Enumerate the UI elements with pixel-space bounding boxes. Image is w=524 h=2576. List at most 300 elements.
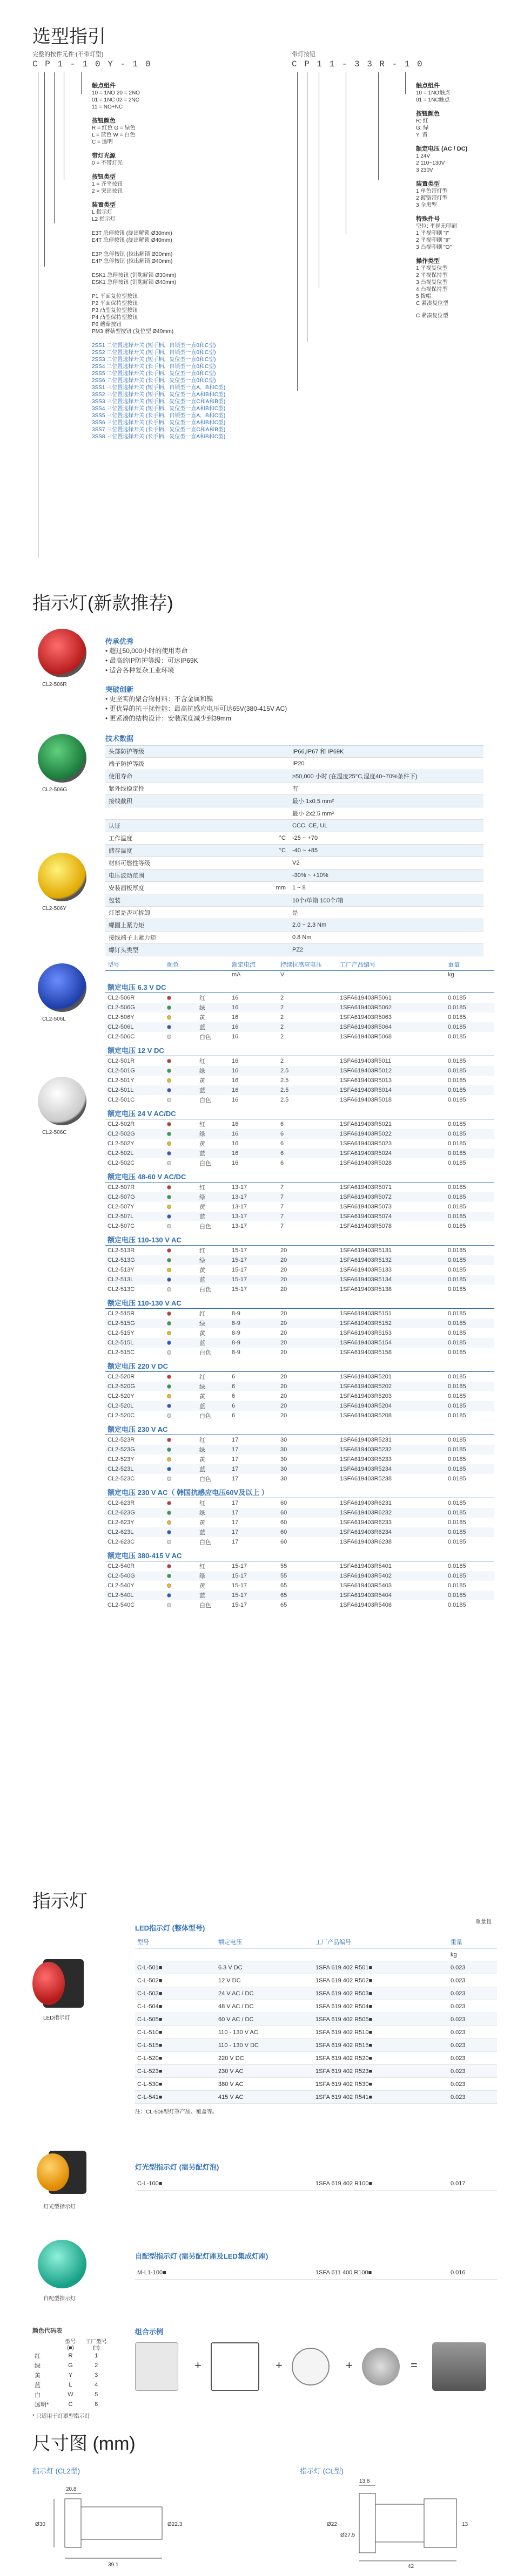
tech-row	[105, 919, 483, 932]
table-row	[105, 1022, 494, 1032]
tech-unit: °C	[267, 832, 289, 845]
lamp3-label: 自配型指示灯	[43, 2296, 76, 2302]
part-number-cell: 1SFA619403R6232	[340, 1510, 392, 1516]
color-name-cell: 白色	[199, 1224, 211, 1230]
led-th-model: 型号	[135, 1936, 216, 1948]
tech-label: 认证	[105, 820, 267, 832]
color-name-cell: 绿	[199, 1131, 205, 1138]
led-voltage: 220 V DC	[216, 2052, 313, 2065]
weight-cell: 0.0185	[448, 1097, 466, 1103]
table-row	[105, 1561, 494, 1572]
tech-unit: °C	[267, 845, 289, 857]
cc-model: L	[69, 2382, 72, 2388]
tech-row	[105, 907, 483, 919]
color-name-cell: 绿	[199, 1321, 205, 1327]
voltage-cell: 30	[280, 1456, 287, 1463]
voltage-cell: 60	[280, 1500, 287, 1506]
voltage-cell: 2.5	[280, 1097, 289, 1103]
color-dot-cell	[165, 1382, 197, 1391]
left-group-line: E3T 急停按钮 (旋出解锁 Ø30mm)	[92, 230, 172, 236]
color-name-cell: 绿	[199, 1258, 205, 1264]
color-dot-cell	[165, 1265, 197, 1275]
color-name-cell: 黄	[199, 1204, 205, 1211]
color-dot-cell	[165, 1309, 197, 1319]
led-row	[135, 1987, 497, 2000]
white-lamp-label: CL2-506C	[42, 1130, 67, 1136]
current-cell: 16	[232, 1140, 239, 1147]
left-bracket-line-5	[81, 72, 82, 94]
left-group-line: ESK1 急停按钮 (钥匙解锁 Ø40mm)	[92, 280, 177, 286]
led-voltage: 48 V AC / DC	[216, 2000, 313, 2013]
tech-value: -30% ~ +10%	[289, 869, 483, 882]
color-code-row	[32, 2351, 113, 2361]
assembly-lens	[362, 2348, 400, 2385]
led-row	[135, 2039, 497, 2052]
tech-row	[105, 869, 483, 882]
color-name-cell: 白色	[199, 1160, 211, 1167]
led-model: C-L-504■	[135, 2000, 216, 2013]
right-group-line: 2 镀铬带灯型	[416, 195, 448, 201]
part-number-cell: 1SFA619403R5068	[340, 1034, 392, 1040]
model-cell: CL2-507L	[108, 1213, 134, 1220]
left-group-line: 3SS7 三位置选择开关 (长手柄，复位型一直C和A和B型)	[92, 427, 226, 433]
tech-table	[105, 745, 483, 956]
voltage-cell: 30	[280, 1466, 287, 1472]
color-name-cell: 黄	[199, 1457, 205, 1463]
current-cell: 8-9	[232, 1330, 240, 1336]
led-model: C-L-523■	[135, 2065, 216, 2078]
left-group-line: P4 凸型保持型按钮	[92, 315, 138, 321]
model-cell: CL2-515R	[108, 1310, 135, 1317]
voltage-group-title: 额定电压 24 V AC/DC	[105, 1105, 494, 1119]
color-dot-icon	[167, 1321, 171, 1326]
left-group-line	[92, 335, 243, 342]
tech-unit	[267, 807, 289, 820]
color-dot-cell	[165, 1076, 197, 1085]
tech-row	[105, 795, 483, 807]
th-color-name	[197, 959, 230, 971]
current-cell: 16	[232, 1160, 239, 1166]
yellow-lamp-label: CL2-506Y	[42, 906, 67, 912]
color-dot-cell	[165, 1527, 197, 1537]
current-cell: 15-17	[232, 1267, 247, 1273]
voltage-cell: 30	[280, 1437, 287, 1443]
voltage-cell: 7	[280, 1213, 284, 1220]
current-cell: 15-17	[232, 1592, 247, 1599]
left-group-title: 按钮类型	[92, 174, 116, 180]
tech-value: V2	[289, 857, 483, 869]
color-dot-icon	[167, 1331, 171, 1335]
led-th-weight: 重量	[448, 1936, 497, 1948]
color-dot-cell	[165, 1022, 197, 1032]
right-group-title: 操作类型	[416, 258, 440, 264]
tech-label: 安装面板厚度	[105, 882, 267, 894]
color-dot-icon	[167, 1078, 171, 1083]
table-row	[105, 1518, 494, 1527]
weight-cell: 0.0185	[448, 1403, 466, 1409]
unit-kg: kg	[448, 971, 454, 978]
color-name-cell: 蓝	[199, 1466, 205, 1473]
led-part: 1SFA 619 402 R520■	[313, 2052, 448, 2065]
color-name-cell: 蓝	[199, 1593, 205, 1599]
table-row	[105, 1382, 494, 1391]
table-row	[105, 1527, 494, 1537]
tech-label: 螺钉头类型	[105, 944, 267, 956]
voltage-cell: 20	[280, 1286, 287, 1293]
left-group-line	[92, 286, 243, 293]
color-dot-icon	[167, 1287, 171, 1292]
color-dot-icon	[167, 1574, 171, 1578]
led-part: 1SFA 619 402 R502■	[313, 1974, 448, 1987]
color-dot-icon	[167, 1457, 171, 1462]
part-number-cell: 1SFA619403R5201	[340, 1374, 392, 1380]
assembly-result	[432, 2342, 486, 2391]
tech-unit	[267, 770, 289, 783]
color-dot-cell	[165, 1591, 197, 1600]
section-selection-guide-title: 选型指引	[32, 26, 106, 47]
color-name-cell: 黄	[199, 1520, 205, 1526]
color-name-cell: 白色	[199, 1602, 211, 1609]
led-model: C-L-530■	[135, 2078, 216, 2091]
color-dot-cell	[165, 1391, 197, 1401]
current-cell: 17	[232, 1466, 239, 1472]
tech-unit	[267, 894, 289, 907]
tech-unit	[267, 783, 289, 795]
voltage-cell: 65	[280, 1582, 287, 1589]
color-dot-icon	[167, 1025, 171, 1029]
current-cell: 17	[232, 1456, 239, 1463]
table-row	[105, 1182, 494, 1193]
model-cell: CL2-520G	[108, 1383, 135, 1390]
part-number-cell: 1SFA619403R5403	[340, 1582, 392, 1589]
left-group-line: 2SS3 二位置选择开关 (短手柄，复位型一直0和C型)	[92, 357, 216, 363]
lamp3-model: M-L1-100■	[135, 2266, 216, 2279]
color-dot-icon	[167, 1394, 171, 1398]
model-cell: CL2-540L	[108, 1592, 134, 1599]
led-model: C-L-502■	[135, 1974, 216, 1987]
color-dot-cell	[165, 1139, 197, 1148]
part-number-cell: 1SFA619403R5014	[340, 1087, 392, 1093]
left-group-line	[92, 265, 243, 272]
led-model: C-L-520■	[135, 2052, 216, 2065]
color-code-row	[32, 2380, 113, 2390]
voltage-group-row	[105, 1042, 494, 1056]
weight-cell: 0.0185	[448, 1213, 466, 1220]
part-number-cell: 1SFA619403R5071	[340, 1184, 392, 1191]
th-model: 型号	[105, 959, 165, 971]
th-color: 颜色	[165, 959, 197, 971]
voltage-cell: 20	[280, 1320, 287, 1327]
led-row	[135, 2000, 497, 2013]
tech-value: CCC, CE, UL	[289, 820, 483, 832]
weight-cell: 0.0185	[448, 1310, 466, 1317]
tech-unit	[267, 820, 289, 832]
color-dot-icon	[167, 1593, 171, 1598]
assembly-holder	[211, 2342, 259, 2391]
voltage-group-row	[105, 1484, 494, 1498]
weight-cell: 0.0185	[448, 1257, 466, 1263]
color-dot-icon	[167, 1477, 171, 1481]
tech-label: 材料可燃性等级	[105, 857, 267, 869]
color-dot-cell	[165, 1056, 197, 1066]
tech-label: 螺圈上紧力矩	[105, 919, 267, 932]
part-number-cell: 1SFA619403R5012	[340, 1068, 392, 1074]
table-row	[105, 1508, 494, 1518]
table-row	[105, 1328, 494, 1338]
color-dot-cell	[165, 1338, 197, 1348]
voltage-group-title: 额定电压 380-415 V AC	[105, 1547, 494, 1561]
weight-cell: 0.0185	[448, 1131, 466, 1137]
cc-factory: 3	[95, 2372, 98, 2378]
left-group-title: 带灯光源	[92, 153, 116, 159]
feature-item: • 超过50,000小时的使用寿命	[105, 647, 188, 655]
color-dot-cell	[165, 1066, 197, 1076]
tech-value: 是	[289, 907, 483, 919]
weight-cell: 0.0185	[448, 1194, 466, 1200]
lamp3-lens	[38, 2240, 86, 2288]
lamp3-table	[135, 2266, 497, 2280]
cc-factory: 4	[95, 2382, 98, 2388]
left-group-line: 3SS5 三位置选择开关 (长手柄，自锁型一直A，B和C型)	[92, 413, 226, 419]
model-cell: CL2-540R	[108, 1563, 135, 1569]
table-row	[105, 1202, 494, 1212]
tech-value: -40 ~ +85	[289, 845, 483, 857]
weight-cell: 0.0185	[448, 1087, 466, 1093]
left-group-line: 3SS2 三位置选择开关 (短手柄，复位型一直A和B和C型)	[92, 392, 226, 398]
unit-v: V	[280, 971, 285, 978]
color-dot-icon	[167, 1384, 171, 1389]
color-dot-icon	[167, 1540, 171, 1544]
color-dot-icon	[167, 1341, 171, 1345]
lamp-images-column	[32, 629, 92, 1233]
product-table-header	[105, 959, 494, 971]
model-cell: CL2-507G	[108, 1194, 135, 1200]
color-name-cell: 蓝	[199, 1088, 205, 1094]
th-weight: 重量	[446, 959, 494, 971]
color-name-cell: 白色	[199, 1350, 211, 1356]
voltage-cell: 20	[280, 1257, 287, 1263]
cc-model: R	[68, 2353, 73, 2359]
table-row	[105, 1591, 494, 1600]
table-row	[105, 1148, 494, 1158]
weight-cell: 0.0185	[448, 1004, 466, 1011]
part-number-cell: 1SFA619403R5401	[340, 1563, 392, 1569]
color-code-row	[32, 2361, 113, 2370]
product-table	[105, 959, 494, 1610]
right-group-title: 触点组件	[416, 83, 440, 89]
table-row	[105, 1192, 494, 1202]
weight-cell: 0.0185	[448, 1286, 466, 1293]
current-cell: 8-9	[232, 1310, 240, 1317]
current-cell: 16	[232, 1150, 239, 1157]
current-cell: 15-17	[232, 1286, 247, 1293]
color-dot-icon	[167, 1511, 171, 1515]
color-dot-cell	[165, 1012, 197, 1022]
tech-row	[105, 944, 483, 956]
tech-label	[105, 807, 267, 820]
led-th-voltage: 额定电压	[216, 1936, 313, 1948]
weight-cell: 0.0185	[448, 1330, 466, 1336]
color-name-cell: 绿	[199, 1384, 205, 1390]
color-dot-icon	[167, 996, 171, 1000]
left-group-line: 3SS8 三位置选择开关 (长手柄，复位型一直A和B和C型)	[92, 434, 226, 440]
color-dot-cell	[165, 1498, 197, 1508]
section-new-lamps-title: 指示灯(新款推荐)	[32, 593, 173, 614]
voltage-cell: 20	[280, 1349, 287, 1356]
model-cell: CL2-623Y	[108, 1519, 135, 1526]
current-cell: 13-17	[232, 1194, 247, 1200]
table-row	[105, 1158, 494, 1168]
left-group-line: 2 = 突出按钮	[92, 188, 123, 194]
tech-unit	[267, 869, 289, 882]
cc-sub-factory: (□)	[92, 2345, 100, 2351]
color-dot-icon	[167, 1447, 171, 1452]
color-dot-icon	[167, 1258, 171, 1262]
left-group-line: 01 = 1NC 02 = 2NC	[92, 97, 139, 103]
current-cell: 13-17	[232, 1213, 247, 1220]
lamp3-image	[32, 2229, 97, 2310]
weight-cell: 0.0185	[448, 1349, 466, 1356]
model-cell: CL2-540Y	[108, 1582, 135, 1589]
color-name-cell: 蓝	[199, 1024, 205, 1031]
left-group-line: P3 凸型复位型按钮	[92, 308, 138, 314]
innovation-item: • 更优异的抗干扰性能：最高抗感应电压可达65V(380-415V AC)	[105, 705, 287, 712]
part-number-cell: 1SFA619403R5078	[340, 1223, 392, 1229]
left-subtitle: 完整的按件元件 (不带灯型)	[32, 51, 104, 58]
left-group-line: L = 蓝色 W = 白色	[92, 132, 136, 138]
table-row	[105, 1265, 494, 1275]
weight-cell: 0.0185	[448, 1592, 466, 1599]
part-number-cell: 1SFA619403R5232	[340, 1446, 392, 1453]
color-dot-cell	[165, 1255, 197, 1265]
right-group-line: 空位: 平视无印刷	[416, 223, 457, 229]
part-number-cell: 1SFA619403R5152	[340, 1320, 392, 1327]
led-voltage: 415 V AC	[216, 2091, 313, 2104]
color-name-cell: 红	[199, 1185, 205, 1191]
product-table-block	[105, 959, 494, 1610]
color-dot-cell	[165, 1318, 197, 1328]
weight-cell: 0.0185	[448, 1160, 466, 1166]
voltage-cell: 2	[280, 1004, 284, 1011]
model-cell: CL2-515C	[108, 1349, 135, 1356]
table-row	[105, 1474, 494, 1484]
part-number-cell: 1SFA619403R5018	[340, 1097, 392, 1103]
part-number-cell: 1SFA619403R5073	[340, 1204, 392, 1210]
left-groups	[92, 81, 243, 446]
weight-cell: 0.0185	[448, 1393, 466, 1399]
color-name-cell: 红	[199, 1374, 205, 1381]
part-number-cell: 1SFA619403R5404	[340, 1592, 392, 1599]
weight-cell: 0.0185	[448, 1267, 466, 1273]
lamp3-weight: 0.016	[448, 2266, 497, 2279]
tech-value: 最小 2x2.5 mm²	[289, 807, 483, 820]
voltage-cell: 60	[280, 1519, 287, 1526]
voltage-cell: 2	[280, 1014, 284, 1021]
color-dot-icon	[167, 1350, 171, 1355]
color-dot-icon	[167, 1520, 171, 1525]
right-group-line: 10 = 1NO触点	[416, 90, 451, 96]
left-group	[92, 116, 243, 146]
color-dot-cell	[165, 1221, 197, 1231]
table-row	[105, 1391, 494, 1401]
voltage-cell: 6	[280, 1131, 284, 1137]
color-dot-icon	[167, 1059, 171, 1063]
tech-row	[105, 758, 483, 770]
voltage-cell: 60	[280, 1510, 287, 1516]
color-dot-icon	[167, 1375, 171, 1379]
part-number-cell: 1SFA619403R5203	[340, 1393, 392, 1399]
part-number-cell: 1SFA619403R5131	[340, 1247, 392, 1254]
tech-unit	[267, 857, 289, 869]
tech-value: 有	[289, 783, 483, 795]
color-dot-cell	[165, 1212, 197, 1221]
voltage-group-title: 额定电压 220 V DC	[105, 1357, 494, 1372]
color-name-cell: 黄	[199, 1078, 205, 1084]
red-lamp-label: CL2-506R	[42, 682, 67, 688]
color-name-cell: 蓝	[199, 1151, 205, 1157]
left-group	[92, 81, 243, 111]
led-part: 1SFA 619 402 R530■	[313, 2078, 448, 2091]
lamp2-voltage	[216, 2177, 313, 2190]
assembly-ring	[292, 2348, 330, 2385]
part-number-cell: 1SFA619403R5233	[340, 1456, 392, 1463]
color-name-cell: 黄	[199, 1583, 205, 1589]
left-group-line: L 指示灯	[92, 209, 112, 215]
table-row	[105, 1318, 494, 1328]
cc-color: 黄	[35, 2373, 41, 2379]
tech-label: 灯罩是否可拆卸	[105, 907, 267, 919]
color-dot-icon	[167, 1404, 171, 1408]
tech-unit	[267, 758, 289, 770]
right-group-line: C 紧凑复位型	[416, 301, 448, 307]
tech-unit	[267, 745, 289, 758]
dim-left-dia: Ø30	[35, 2521, 45, 2527]
model-cell: CL2-513R	[108, 1247, 135, 1254]
current-cell: 8-9	[232, 1340, 240, 1346]
color-name-cell: 黄	[199, 1141, 205, 1147]
color-dot-cell	[165, 1129, 197, 1139]
current-cell: 17	[232, 1539, 239, 1545]
model-cell: CL2-623G	[108, 1510, 135, 1516]
left-group-line: E3P 急停按钮 (拉出解锁 Ø30mm)	[92, 252, 173, 257]
tech-label: 紧外线稳定性	[105, 783, 267, 795]
right-group-line: 2 平视保持型	[416, 273, 448, 278]
tech-unit	[267, 795, 289, 807]
left-group-title: 装置类型	[92, 202, 116, 208]
model-cell: CL2-523L	[108, 1466, 134, 1472]
table-row	[105, 1212, 494, 1221]
right-group-line: 1 平视印刷 "I"	[416, 230, 449, 236]
tech-value: 最小 1x0.5 mm²	[289, 795, 483, 807]
model-cell: CL2-501L	[108, 1087, 134, 1093]
right-group-line: 3 凸视复位型	[416, 280, 448, 286]
color-name-cell: 红	[199, 1248, 205, 1254]
model-cell: CL2-502G	[108, 1131, 135, 1137]
led-part: 1SFA 619 402 R503■	[313, 1987, 448, 2000]
dim-left-head: 20.8	[66, 2486, 77, 2492]
right-bracket-line	[297, 72, 298, 391]
voltage-cell: 2.5	[280, 1087, 289, 1093]
weight-cell: 0.0185	[448, 1519, 466, 1526]
led-part: 1SFA 619 402 R523■	[313, 2065, 448, 2078]
innovation-list	[105, 694, 408, 723]
table-row	[105, 1085, 494, 1095]
assembly-contact-block	[135, 2342, 178, 2391]
color-dot-icon	[167, 1185, 171, 1190]
color-dot-icon	[167, 1141, 171, 1146]
current-cell: 16	[232, 1077, 239, 1084]
plus-icon-3: +	[346, 2358, 353, 2372]
